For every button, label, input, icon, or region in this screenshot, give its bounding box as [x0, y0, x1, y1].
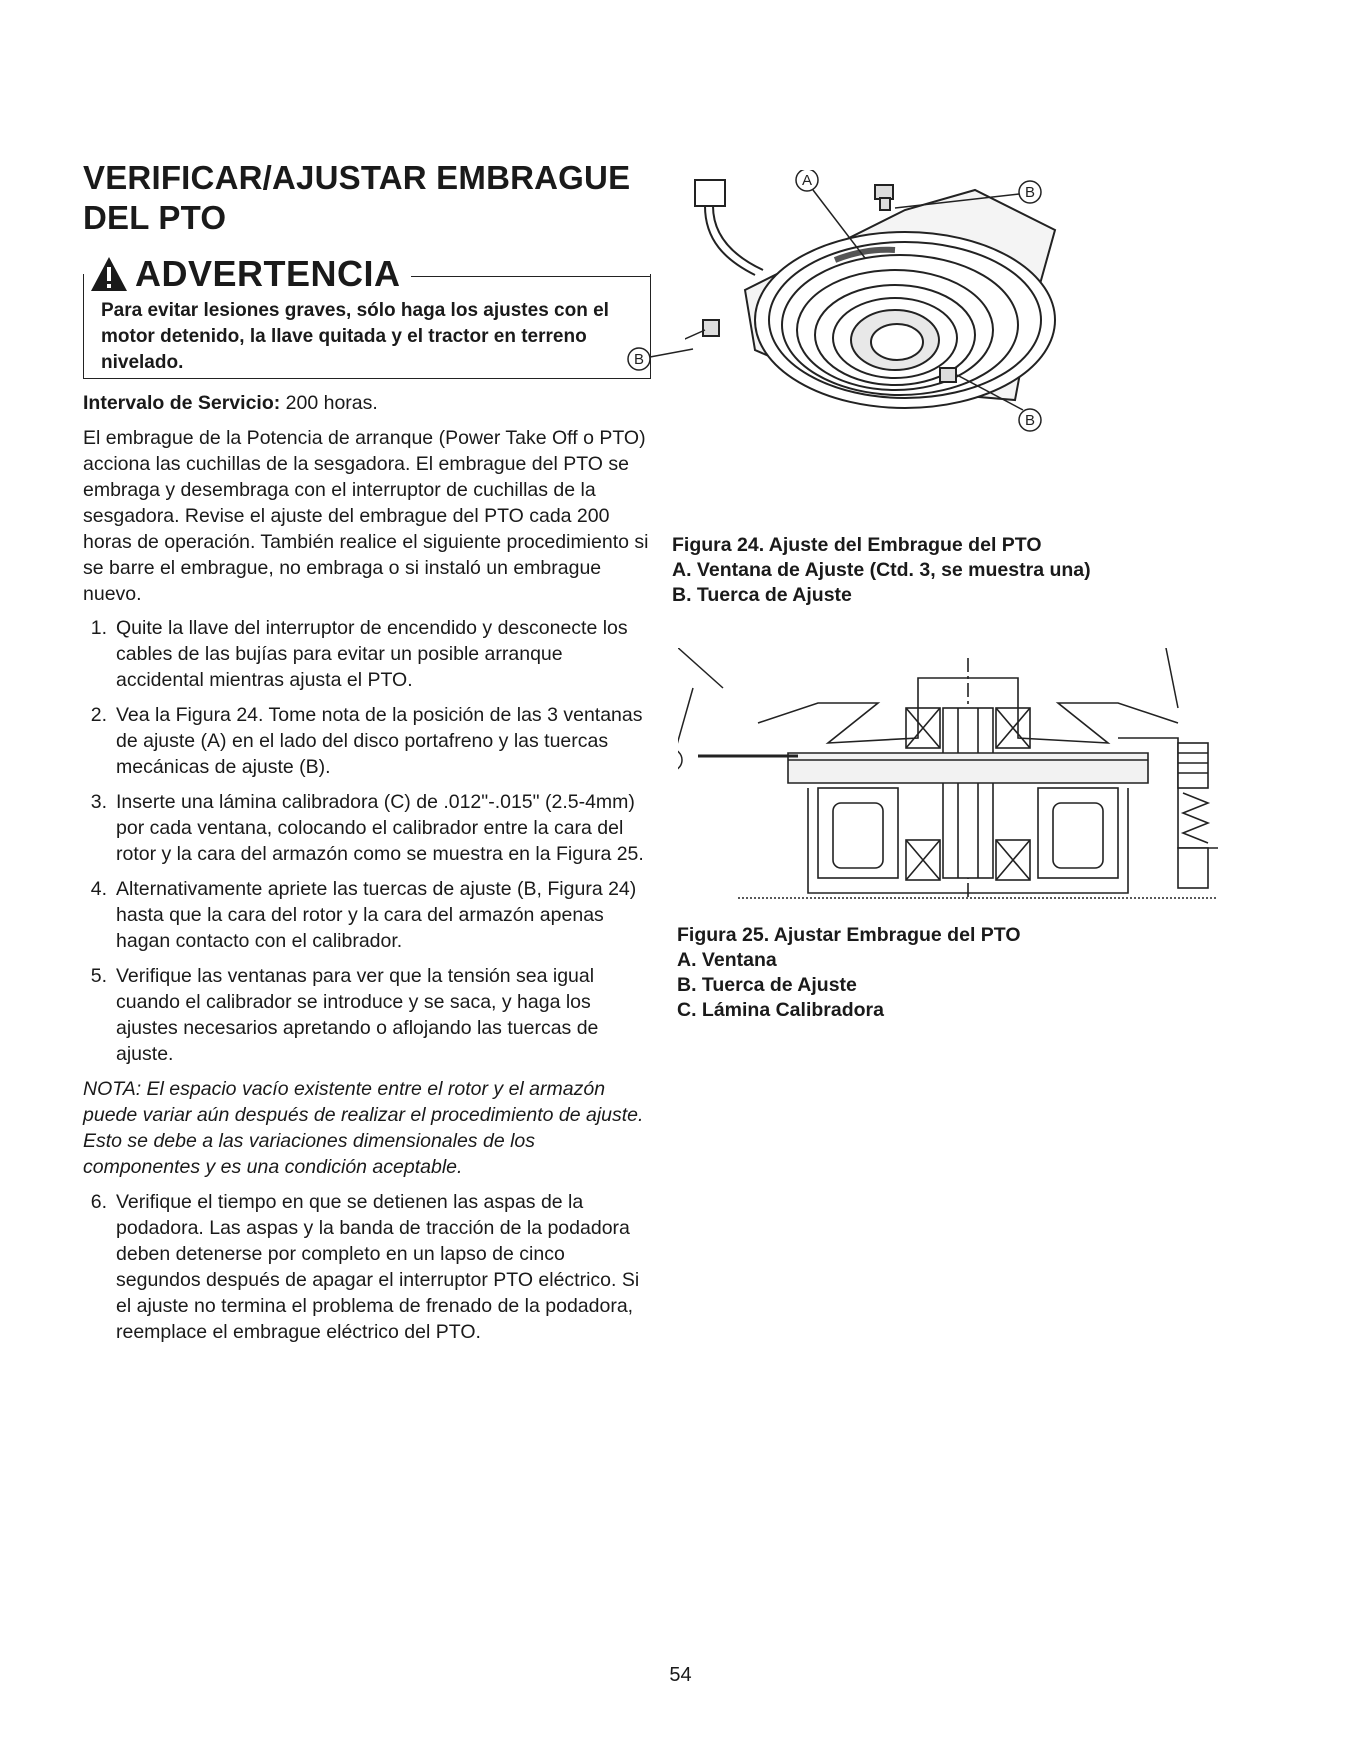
steps-list-continued: [83, 1189, 651, 1345]
callout-b: B: [1024, 412, 1036, 429]
callout-b: B: [633, 351, 645, 368]
warning-rule: [411, 276, 651, 277]
step-text: Verifique las ventanas para ver que la tensión sea igual cuando el calibrador se introduce y se saca, y haga los ajustes necesarios apretando o aflojando las tuercas de ajuste.: [116, 965, 599, 1065]
steps-list: [83, 615, 651, 1067]
step-number: 4.: [90, 878, 107, 900]
step-number: 2.: [90, 704, 107, 726]
figure-25-caption: [677, 923, 1337, 1023]
list-item: [83, 789, 651, 867]
figure-24-caption-a: A. Ventana de Ajuste (Ctd. 3, se muestra una): [672, 559, 1091, 581]
step-text: Verifique el tiempo en que se detienen las aspas de la podadora. Las aspas y la banda de tracción de la podadora deben detenerse por completo en un lapso de cinco segundos después de apagar el interruptor PTO eléctrico. Si el ajuste no termina el problema de frenado de la podadora, reemplace el embrague eléctrico del PTO.: [116, 1191, 640, 1343]
title-line-2: DEL PTO: [83, 199, 227, 236]
step-number: 3.: [90, 791, 107, 813]
figure-24-pto-clutch-drawing: [685, 170, 1165, 490]
service-interval-value: 200 horas.: [280, 392, 378, 414]
service-interval-label: Intervalo de Servicio:: [83, 392, 281, 414]
list-item: [83, 615, 651, 693]
note-paragraph: NOTA: El espacio vacío existente entre el rotor y el armazón puede variar aún después de realizar el procedimiento de ajuste. Esto se debe a las variaciones dimensionales de los componentes y es una condición aceptable.: [83, 1078, 644, 1178]
title-line-1: VERIFICAR/AJUSTAR EMBRAGUE: [83, 159, 631, 196]
figure-25-caption-title: Figura 25. Ajustar Embrague del PTO: [677, 924, 1021, 946]
warning-title: ADVERTENCIA: [135, 253, 401, 294]
left-column: [83, 158, 651, 1354]
step-text: Inserte una lámina calibradora (C) de .012"-.015" (2.5-4mm) por cada ventana, colocando el calibrador entre la cara del rotor y la cara del armazón como se muestra en la Figura 25.: [116, 791, 644, 865]
step-number: 1.: [90, 617, 107, 639]
step-text: Quite la llave del interruptor de encendido y desconecte los cables de las bujías para evitar un posible arranque accidental mientras ajusta el PTO.: [116, 617, 628, 691]
list-item: [83, 702, 651, 780]
intro-paragraph: El embrague de la Potencia de arranque (Power Take Off o PTO) acciona las cuchillas de la sesgadora. El embrague del PTO se embraga y desembraga con el interruptor de cuchillas de la sesgadora. Revise el ajuste del embrague del PTO cada 200 horas de operación. También realice el siguiente procedimiento si se barre el embrague, no embraga o si instaló un embrague nuevo.: [83, 427, 649, 605]
list-item: [83, 963, 651, 1067]
step-number: 5.: [90, 965, 107, 987]
list-item: [83, 1189, 651, 1345]
step-text: Vea la Figura 24. Tome nota de la posición de las 3 ventanas de ajuste (A) en el lado del disco portafreno y las tuercas mecánicas de ajuste (B).: [116, 704, 643, 778]
figure-24-caption-b: B. Tuerca de Ajuste: [672, 584, 852, 606]
list-item: [83, 876, 651, 954]
warning-triangle-icon: [89, 255, 129, 293]
figure-24-caption: [672, 533, 1332, 608]
figure-24-callout-left: [625, 345, 695, 375]
warning-text: Para evitar lesiones graves, sólo haga los ajustes con el motor detenido, la llave quitada y el tractor en terreno nivelado.: [101, 300, 609, 373]
warning-box: [83, 252, 651, 373]
step-number: 6.: [90, 1191, 107, 1213]
figure-25-caption-a: A. Ventana: [677, 949, 777, 971]
figure-24-caption-title: Figura 24. Ajuste del Embrague del PTO: [672, 534, 1042, 556]
section-title: [83, 158, 651, 238]
figure-25-caption-c: C. Lámina Calibradora: [677, 999, 884, 1021]
warning-header: [83, 252, 651, 296]
page-number: 54: [669, 1664, 692, 1686]
callout-b: B: [1024, 184, 1036, 201]
callout-a: A: [801, 172, 813, 189]
figure-25-pto-cross-section: [678, 648, 1226, 903]
service-interval: [83, 390, 651, 416]
step-text: Alternativamente apriete las tuercas de ajuste (B, Figura 24) hasta que la cara del rotor y la cara del armazón apenas hagan contacto con el calibrador.: [116, 878, 637, 952]
figure-25-caption-b: B. Tuerca de Ajuste: [677, 974, 857, 996]
